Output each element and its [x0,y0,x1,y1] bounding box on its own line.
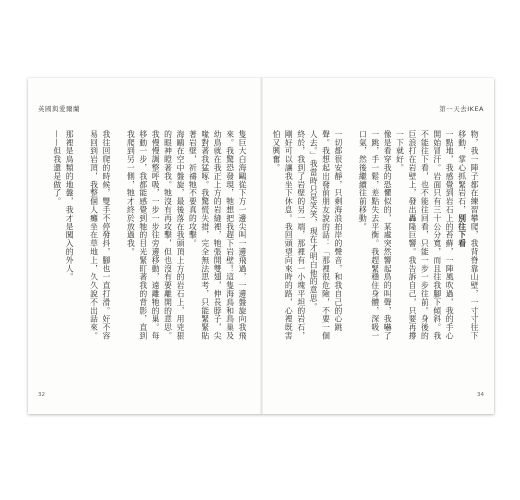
left-paragraph: 那裡是鳥類的地盤，我才是闖入的外人。 [65,130,75,282]
left-page-body [36,130,248,345]
left-paragraph: 隻巨大白海鷗從下方一邊尖叫一邊飛過，一邊盤旋向我飛來。我驚恐發現，牠想把我趕下岩壁！這隻海鳥和鳥巢及幼鳥就在我正上方的岩縫裡，牠張開雙翅，伸長脖子，尖喙對著我猛啄。我驚慌失措，完全無法思考，只能緊緊貼著岩壁，祈禱牠不要真的攻擊。 [188,130,247,340]
right-paragraph: 一點地，我感覺到岩石上的苔蘚，一陣風吹過，我的手心開始冒汗。岩面只有三十公分寬，而且往我腳下傾斜。我不能往下看，也不能往回看，只能一步一步往前。身後的巨浪打在岩壁上，發出轟隆巨響。我告訴自己，只要再撐一下就好。 [395,130,455,340]
right-lead-paragraph [455,130,480,346]
right-page-body [271,130,480,346]
right-paragraph: 像是看穿我的恐懼似的，某處突然響起鳥的叫聲，我嚇了一跳，手一鬆，差點失去平衡。我趕緊穩住身體，深吸一口氣，然後繼續往前移動。 [358,130,393,340]
left-paragraph: 海鷗在空中盤旋，最後落在我頭頂上方的岩石上，用兇狠的眼神瞪著我。牠沒有再攻擊，但也沒有要離開的意思。我慢慢調整呼吸，一步一步往旁邊移動，遠離牠的巢。每移動一步，我都能感覺到牠的目光緊盯著我的背影，直到我爬到另一側，牠才終於放過我。 [126,130,185,340]
page-number-right: 34 [477,392,484,398]
left-paragraph: 我往回爬的時候，雙手不停發抖，腳也一直打滑。好不容易回到岩頂，我整個人癱坐在草地上，久久說不出話來。 [89,130,111,340]
page-number-left: 32 [38,392,45,398]
lead-text: 物，我一陣子都在練習攀爬，我背脊靠山壁，一寸寸往下移動，掌心抓緊岩石， [457,130,479,340]
running-head-right: 第一天去IKEA [439,105,484,113]
running-head-left: 英國與愛爾蘭 [38,105,80,113]
right-paragraph: 終於，我到了岩壁的另一端，那裡有一小塊平坦的岩石，剛好可以讓我坐下休息。我回頭望向來時的路，心裡既害怕又興奮。 [271,130,306,340]
book-spread [28,78,494,414]
left-page [28,78,260,414]
right-paragraph: 一切都很安靜，只剩海浪拍岸的聲音，和我自己的心跳聲。我想起出發前朋友說的話：「那裡很危險，不要一個人去。」我當時只是笑笑，現在才明白他的意思。 [309,130,343,340]
right-page [263,78,494,414]
left-paragraph: ——但我還是做了。 [52,130,62,206]
emphasis-text: 別往下看 [457,214,467,248]
